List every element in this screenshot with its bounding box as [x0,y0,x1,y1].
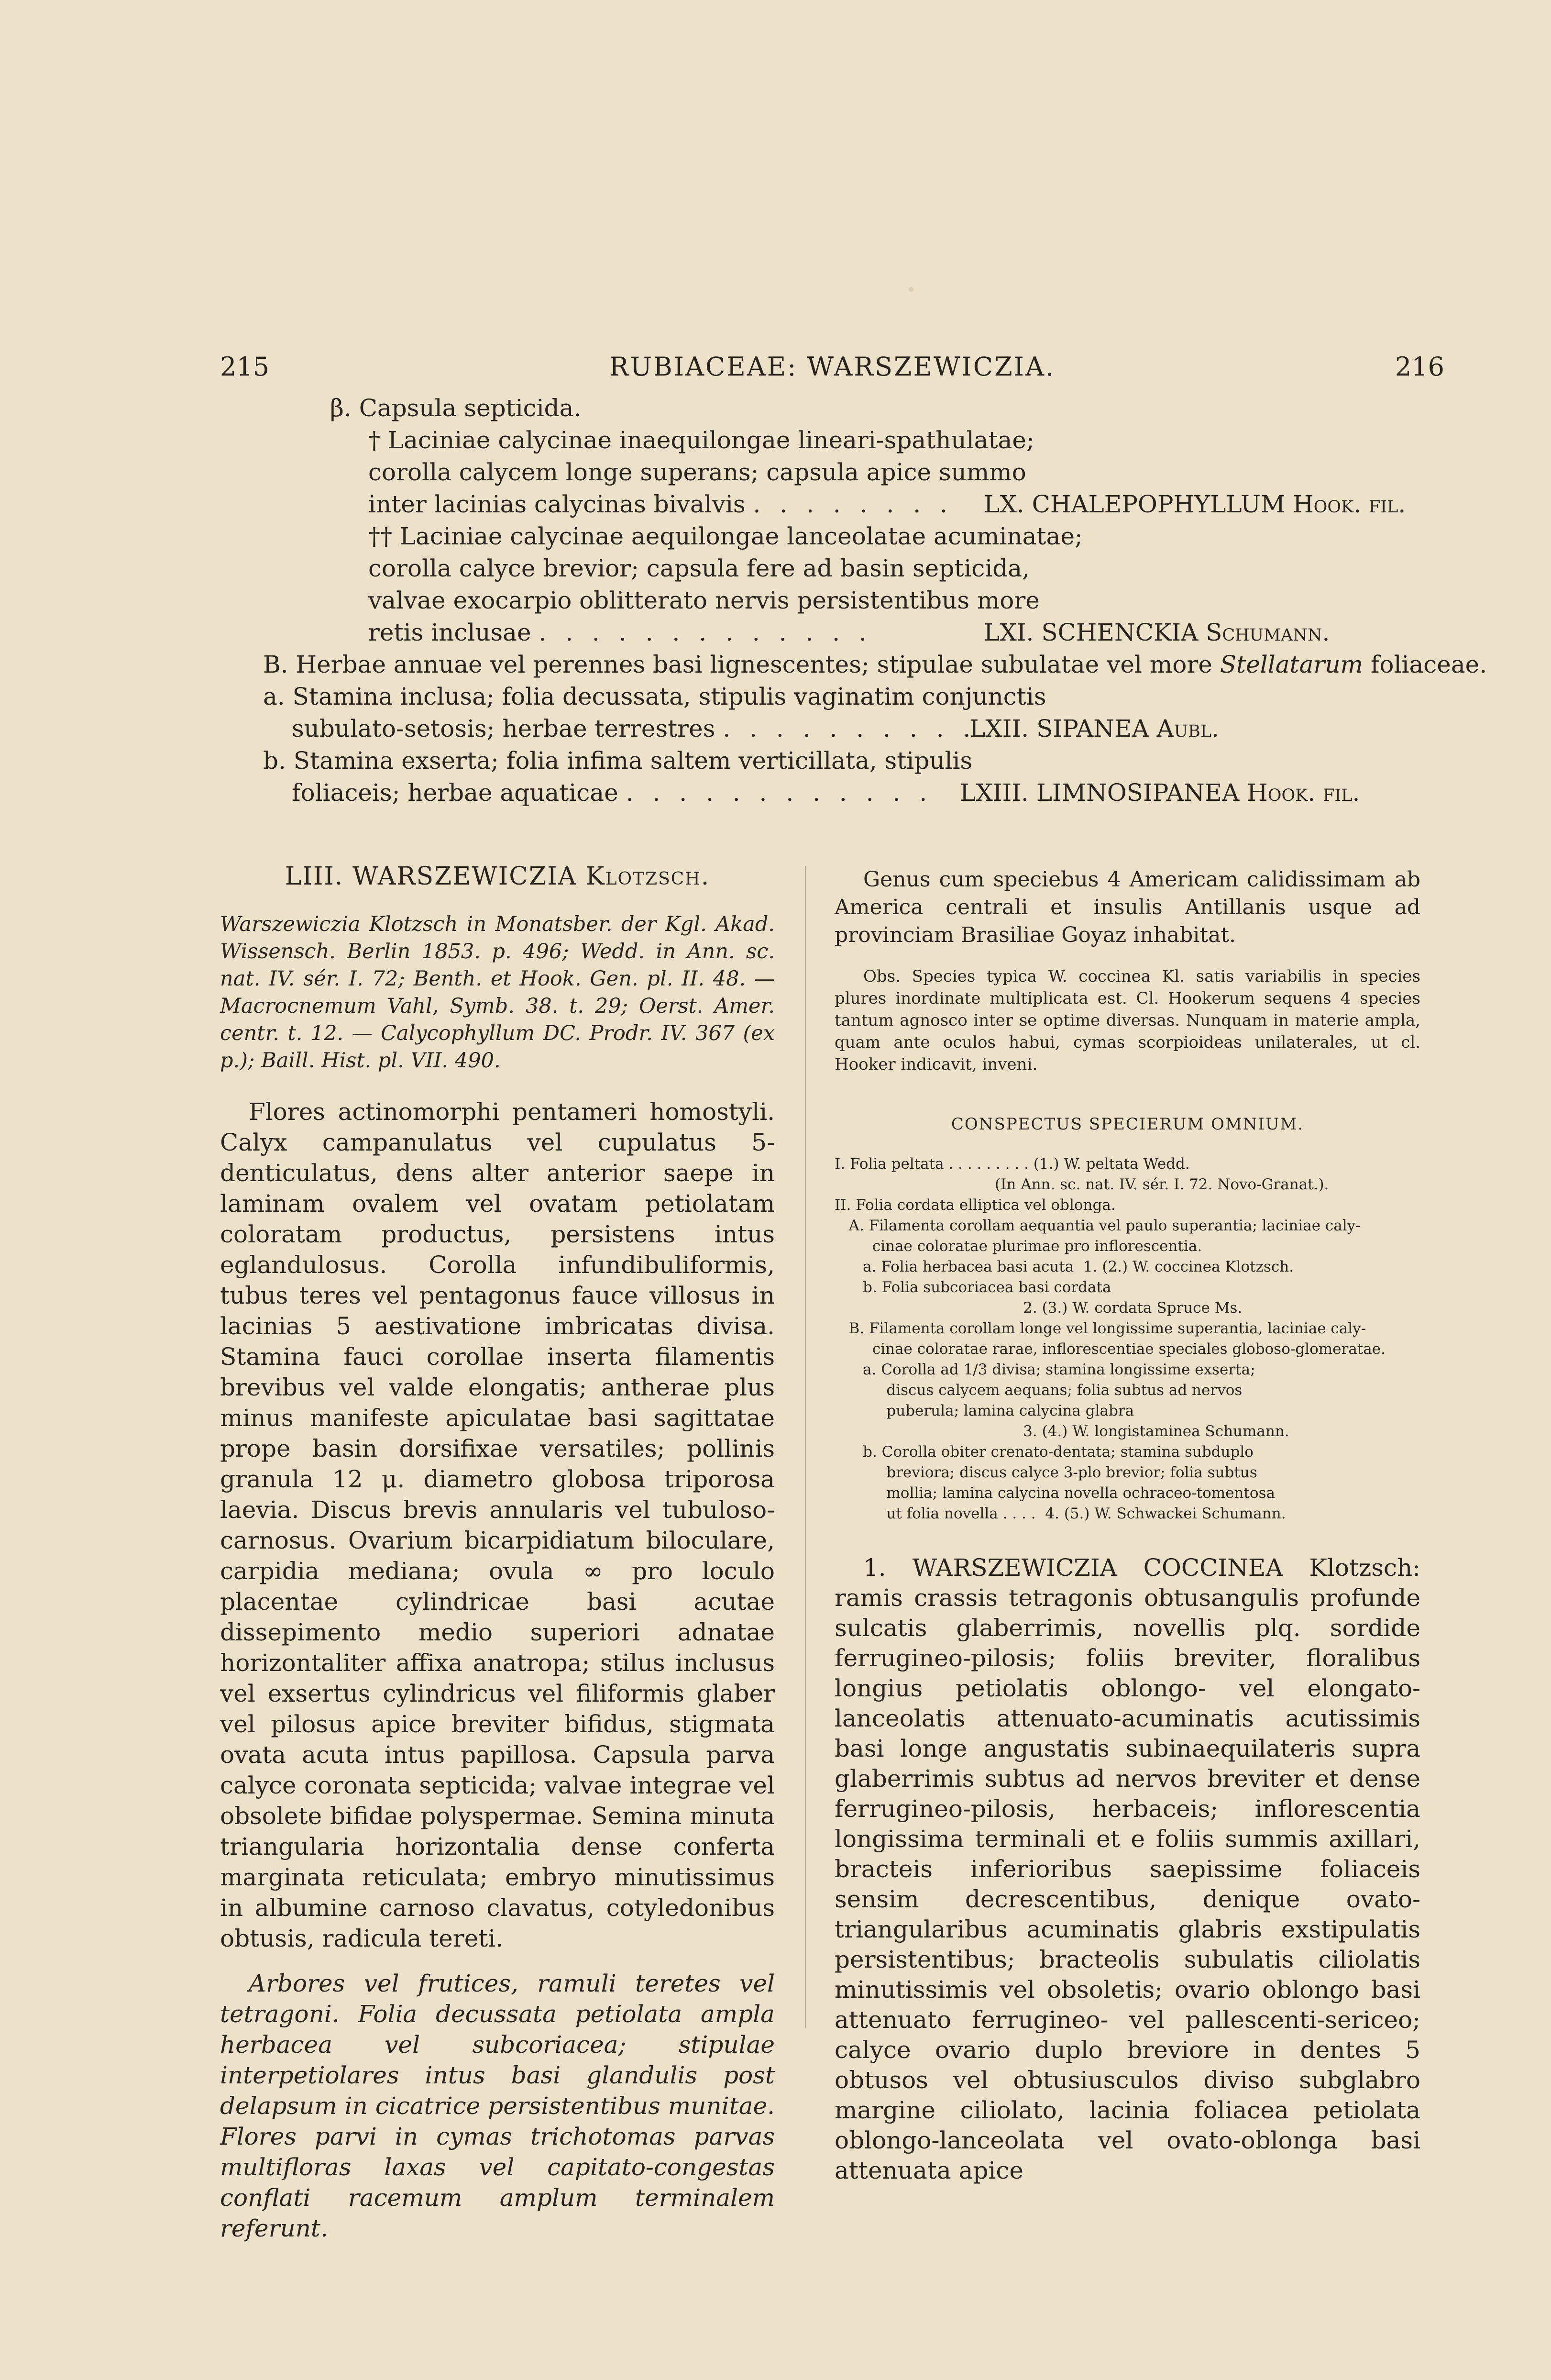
key-line: inter lacinias calycinas bivalvis . . . . . . . . [368,490,953,518]
description-paragraph: Flores actinomorphi pentameri homostyli. Calyx campanulatus vel cupulatus 5-denticulatus, dens alter anterior saepe in laminam ovalem vel ovatam petiolatam coloratam productus, persistens intus eglandulosus. Corolla infundibuliformis, tubus teres vel pentagonus fauce villosus in lacinias 5 aestivatione imbricatas divisa. Stamina fauci corollae inserta filamentis brevibus vel valde elongatis; antherae plus minus manifeste apiculatae basi sagittatae prope basin dorsifixae versatiles; pollinis granula 12 μ. diametro globosa triporosa laevia. Discus brevis annularis vel tubuloso-carnosus. Ovarium bicarpidiatum biloculare, carpidia mediana; ovula ∞ pro loculo placentae cylindricae basi acutae dissepimento medio superiori adnatae horizontaliter affixa anatropa; stilus inclusus vel exsertus cylindricus vel filiformis glaber vel pilosus apice breviter bifidus, stigmata ovata acuta intus papillosa. Capsula parva calyce coronata septicida; valvae integrae vel obsolete bifidae polyspermae. Semina minuta triangularia horizontalia dense conferta marginata reticulata; embryo minutissimus in albumine carnoso clavatus, cotyledonibus obtusis, radicula tereti. [220,1098,775,1952]
key-line: † Laciniae calycinae inaequilongae lineari-spathulatae; [368,426,1034,454]
conspectus-line: B. Filamenta corollam longe vel longissime superantia, laciniae caly- [835,1320,1366,1337]
conspectus-line: a. Folia herbacea basi acuta 1. (2.) W. coccinea Klotzsch. [835,1258,1294,1275]
synonymy-citation: Warszewiczia Klotzsch in Monatsber. der Kgl. Akad. Wissensch. Berlin 1853. p. 496; Wedd. in Ann. sc. nat. IV. sér. I. 72; Benth. et Hook. Gen. pl. II. 48. — Macrocnemum Vahl, Symb. 38. t. 29; Oerst. Amer. centr. t. 12. — Calycophyllum DC. Prodr. IV. 367 (ex p.); Baill. Hist. pl. VII. 490. [220,912,775,1073]
habit-description: Arbores vel frutices, ramuli teretes vel tetragoni. Folia decussata petiolata ampla herbacea vel subcoriacea; stipulae interpetiolares intus basi glandulis post delapsum in cicatrice persistentibus munitae. Flores parvi in cymas trichotomas parvas multifloras laxas vel capitato-congestas conflati racemum amplum terminalem referunt. [220,1970,775,2242]
observation-note: Obs. Species typica W. coccinea Kl. satis variabilis in species plures inordinate multiplicata est. Cl. Hookerum sequens 4 species tantum agnosco inter se optime diversas. Nunquam in materie ampla, quam ante oculos habui, cymas scorpioideas unilaterales, ut cl. Hooker indicavit, inveni. [835,967,1420,1074]
page-number-left: 215 [220,352,270,382]
column-divider [805,866,806,2028]
genus-description [220,1096,775,1954]
conspectus-line: breviora; discus calyce 3-plo brevior; folia subtus [835,1464,1257,1481]
conspectus-line: cinae coloratae rarae, inflorescentiae speciales globoso-glomeratae. [835,1340,1386,1358]
key-line: B. Herbae annuae vel perennes basi lignescentes; stipulae subulatae vel more Stellatarum foliaceae. [263,651,1487,678]
key-line: corolla calyce brevior; capsula fere ad basin septicida, [368,554,1030,582]
conspectus-line: b. Corolla obiter crenato-dentata; stamina subduplo [835,1443,1254,1461]
conspectus-line: a. Corolla ad 1/3 divisa; stamina longissime exserta; [835,1361,1255,1378]
key-line: b. Stamina exserta; folia infima saltem verticillata, stipulis [263,747,973,775]
key-line: †† Laciniae calycinae aequilongae lanceolatae acuminatae; [368,522,1083,550]
conspectus-line: A. Filamenta corollam aequantia vel paulo superantia; laciniae caly- [835,1217,1361,1234]
genus-lxiii: LXIII. LIMNOSIPANEA Hook. fil. [960,779,1360,807]
key-line: β. Capsula septicida. [330,394,582,422]
conspectus-line: (In Ann. sc. nat. IV. sér. I. 72. Novo-Granat.). [835,1176,1329,1193]
conspectus-line: b. Folia subcoriacea basi cordata [835,1279,1111,1296]
key-line: foliaceis; herbae aquaticae . . . . . . . . . . . . [292,779,933,807]
genus-heading: LIII. WARSZEWICZIA Klotzsch. [285,862,710,891]
conspectus-line: mollia; lamina calycina novella ochraceo-tomentosa [835,1484,1275,1502]
right-column [835,866,1420,2186]
conspectus-line: I. Folia peltata . . . . . . . . . (1.) W. peltata Wedd. [835,1155,1190,1173]
conspectus-line: II. Folia cordata elliptica vel oblonga. [835,1196,1116,1214]
conspectus-line: discus calycem aequans; folia subtus ad nervos [835,1382,1243,1399]
key-line: corolla calycem longe superans; capsula apice summo [368,458,1026,486]
conspectus-line: 3. (4.) W. longistaminea Schumann. [835,1423,1289,1440]
paper-spot [909,287,913,292]
page-number-right: 216 [1395,352,1444,382]
genus-lxii: LXII. SIPANEA Aubl. [969,715,1219,742]
left-column [220,861,775,2244]
distribution-paragraph: Genus cum speciebus 4 Americam calidissimam ab America centrali et insulis Antillanis usque ad provinciam Brasiliae Goyaz inhabitat. [835,867,1420,947]
key-line: a. Stamina inclusa; folia decussata, stipulis vaginatim conjunctis [263,683,1046,710]
conspectus-line: 2. (3.) W. cordata Spruce Ms. [835,1299,1243,1317]
conspectus-title: CONSPECTUS SPECIERUM OMNIUM. [951,1115,1304,1134]
genus-lx: LX. CHALEPOPHYLLUM Hook. fil. [984,490,1406,518]
conspectus-line: cinae coloratae plurimae pro inflorescentia. [835,1238,1202,1255]
key-line: subulato-setosis; herbae terrestres . . . . . . . . . . [292,715,977,742]
conspectus-line: puberula; lamina calycina glabra [835,1402,1134,1419]
key-line: valvae exocarpio oblitterato nervis persistentibus more [368,587,1040,614]
key-line: retis inclusae . . . . . . . . . . . . . [368,619,872,646]
running-title: RUBIACEAE: WARSZEWICZIA. [609,352,1056,382]
genus-lxi: LXI. SCHENCKIA Schumann. [984,619,1330,646]
running-head [220,352,1444,385]
conspectus-list [835,1154,1420,1524]
species-description: 1. WARSZEWICZIA COCCINEA Klotzsch: ramis crassis tetragonis obtusangulis profunde sulcatis glaberrimis, novellis plq. sordide ferrugineo-pilosis; foliis breviter, floralibus longius petiolatis oblongo- vel elongato-lanceolatis attenuato-acuminatis acutissimis basi longe angustatis subinaequilateris supra glaberrimis subtus ad nervos breviter et dense ferrugineo-pilosis, herbaceis; inflorescentia longissima terminali et e foliis summis axillari, bracteis inferioribus saepissime foliaceis sensim decrescentibus, denique ovato-triangularibus acuminatis glabris exstipulatis persistentibus; bracteolis subulatis ciliolatis minutissimis vel obsoletis; ovario oblongo basi attenuato ferrugineo- vel pallescenti-sericeo; calyce ovario duplo breviore in dentes 5 obtusos vel obtusiusculos diviso subglabro margine ciliolato, lacinia foliacea petiolata oblongo-lanceolata vel ovato-oblonga basi attenuata apice [835,1554,1420,2184]
conspectus-line: ut folia novella . . . . 4. (5.) W. Schwackei Schumann. [835,1505,1286,1522]
